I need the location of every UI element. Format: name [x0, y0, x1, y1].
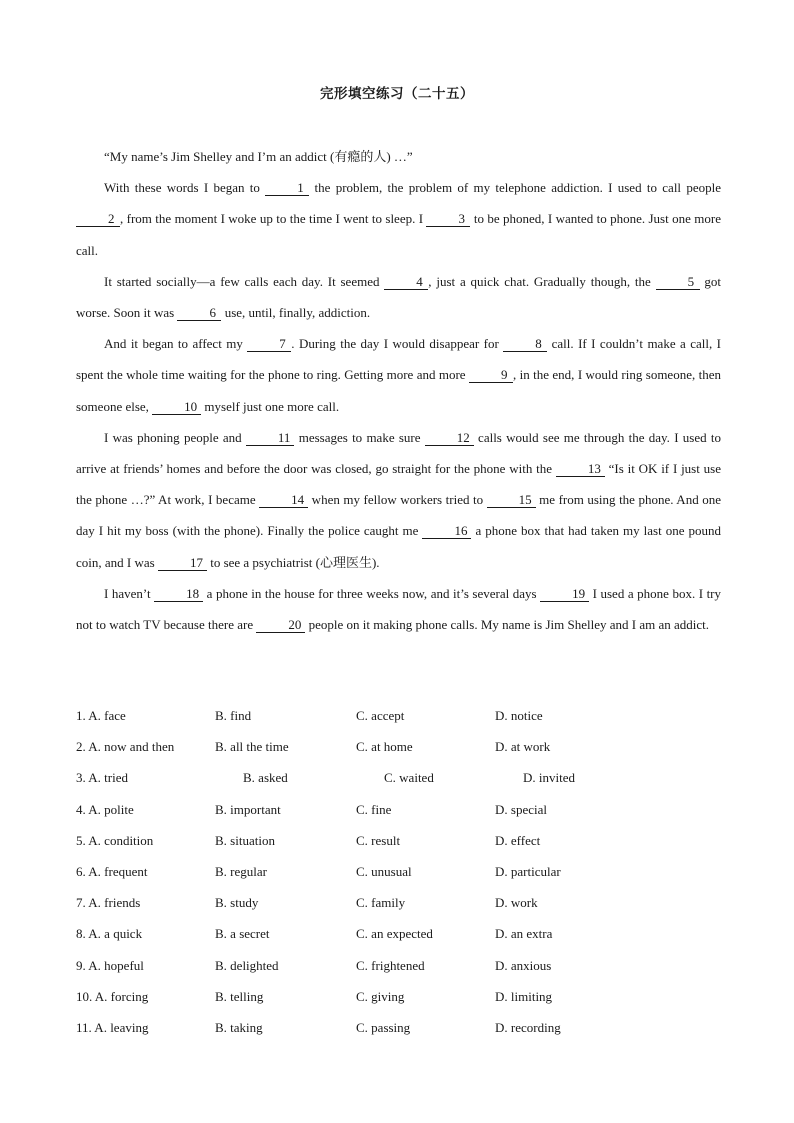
passage-text: a phone box that had taken my last one pound coin, and I was — [76, 523, 721, 570]
blank-19: 19 — [540, 587, 589, 602]
passage-text: With these words I began to — [104, 180, 266, 196]
question-5-options — [76, 829, 721, 860]
option-b: B. important — [215, 801, 281, 817]
cloze-passage — [76, 141, 721, 640]
option-a: 10. A. forcing — [76, 988, 149, 1004]
option-b: B. delighted — [215, 957, 279, 973]
passage-text: . During the day I would disappear for — [291, 336, 504, 352]
option-b: B. telling — [215, 988, 264, 1004]
passage-text: to be phoned, I wanted to phone. Just one more call. — [76, 211, 721, 258]
passage-text: a phone in the house for three weeks now, and it’s several days — [203, 585, 541, 601]
option-c: C. frightened — [356, 957, 425, 973]
blank-1: 1 — [265, 181, 309, 196]
option-a: 6. A. frequent — [76, 863, 148, 879]
option-d: D. an extra — [495, 926, 553, 942]
option-d: D. effect — [495, 832, 541, 848]
paragraph-1 — [76, 141, 721, 172]
paragraph-4 — [76, 328, 721, 422]
option-b: B. a secret — [215, 926, 270, 942]
passage-text: And it began to affect my — [104, 336, 248, 352]
option-a: 9. A. hopeful — [76, 957, 144, 973]
blank-9: 9 — [469, 368, 513, 383]
question-3-options — [76, 766, 721, 797]
passage-text: myself just one more call. — [201, 398, 340, 414]
paragraph-6 — [76, 578, 721, 640]
option-c: C. accept — [356, 708, 405, 723]
passage-text: calls would see me through the day. I used to arrive at friends’ homes and before the door was closed, go straight for the phone with the — [76, 429, 721, 477]
option-c: C. passing — [356, 1019, 411, 1035]
blank-3: 3 — [426, 212, 470, 227]
question-1-options — [76, 704, 721, 735]
option-b: B. asked — [243, 770, 288, 786]
option-c: C. waited — [384, 770, 434, 786]
blank-20: 20 — [256, 618, 305, 633]
option-d: D. notice — [495, 708, 543, 723]
passage-text: people on it making phone calls. My name is Jim Shelley and I am an addict. — [305, 617, 710, 633]
option-d: D. special — [495, 801, 547, 817]
passage-text: when my fellow workers tried to — [308, 492, 487, 508]
option-a: 4. A. polite — [76, 801, 134, 817]
question-6-options — [76, 860, 721, 891]
paragraph-5 — [76, 422, 721, 578]
option-b: B. taking — [215, 1019, 263, 1035]
passage-text: call. If I couldn’t make a call, I spent the whole time waiting for the phone to ring. Getting more and more — [76, 336, 721, 383]
option-d: D. recording — [495, 1019, 561, 1035]
option-d: D. work — [495, 895, 538, 911]
option-a: 2. A. now and then — [76, 739, 175, 755]
question-4-options — [76, 798, 721, 829]
option-b: B. find — [215, 708, 252, 723]
blank-15: 15 — [487, 493, 536, 508]
option-b: B. regular — [215, 863, 267, 879]
blank-16: 16 — [422, 524, 471, 539]
option-c: C. fine — [356, 801, 392, 817]
passage-text: I used a phone box. I try not to watch TV because there are — [76, 585, 722, 633]
option-a: 3. A. tried — [76, 770, 128, 786]
passage-text: I haven’t — [104, 585, 155, 601]
blank-8: 8 — [503, 337, 547, 352]
question-11-options — [76, 1016, 721, 1047]
option-a: 1. A. face — [76, 708, 126, 723]
option-c: C. unusual — [356, 863, 412, 879]
option-d: D. particular — [495, 863, 561, 879]
passage-text: messages to make sure — [294, 429, 425, 445]
paragraph-2 — [76, 172, 721, 266]
passage-text: got worse. Soon it was — [76, 273, 721, 321]
option-d: D. limiting — [495, 988, 553, 1004]
option-d: D. invited — [523, 770, 575, 786]
option-b: B. study — [215, 895, 259, 911]
option-a: 5. A. condition — [76, 832, 154, 848]
blank-11: 11 — [246, 431, 295, 446]
option-a: 7. A. friends — [76, 895, 141, 911]
blank-10: 10 — [152, 400, 201, 415]
passage-text: the problem, the problem of my telephone addiction. I used to call people — [309, 180, 721, 196]
passage-text: use, until, finally, addiction. — [221, 305, 371, 321]
passage-text: , in the end, I would ring someone, then someone else, — [76, 367, 721, 414]
question-10-options — [76, 985, 721, 1016]
blank-18: 18 — [154, 587, 203, 602]
blank-12: 12 — [425, 431, 474, 446]
option-d: D. anxious — [495, 957, 552, 973]
question-7-options — [76, 891, 721, 922]
passage-text: , just a quick chat. Gradually though, the — [428, 273, 656, 289]
blank-2: 2 — [76, 212, 120, 227]
passage-text: “My name’s Jim Shelley and I’m an addict (有瘾的人) …” — [104, 149, 413, 164]
option-a: 11. A. leaving — [76, 1019, 149, 1035]
blank-7: 7 — [247, 337, 291, 352]
option-a: 8. A. a quick — [76, 926, 143, 942]
option-b: B. situation — [215, 832, 275, 848]
question-2-options — [76, 735, 721, 766]
passage-text: to see a psychiatrist (心理医生). — [206, 554, 380, 570]
paragraph-3 — [76, 266, 721, 328]
blank-6: 6 — [177, 306, 221, 321]
blank-17: 17 — [158, 556, 207, 571]
blank-5: 5 — [656, 275, 700, 290]
page-title: 完形填空练习（二十五） — [320, 86, 474, 102]
blank-14: 14 — [259, 493, 308, 508]
passage-text: me from using the phone. And one day I hit my boss (with the phone). Finally the police caught me — [76, 492, 721, 539]
answer-options — [76, 704, 721, 1047]
passage-text: “Is it OK if I just use the phone …?” At work, I became — [76, 461, 721, 508]
option-c: C. result — [356, 832, 401, 848]
blank-4: 4 — [384, 275, 428, 290]
option-d: D. at work — [495, 739, 551, 755]
question-8-options — [76, 922, 721, 953]
passage-text: It started socially—a few calls each day. It seemed — [104, 273, 385, 289]
question-9-options — [76, 954, 721, 985]
option-c: C. giving — [356, 988, 405, 1004]
option-c: C. an expected — [356, 926, 433, 942]
option-c: C. at home — [356, 739, 413, 755]
blank-13: 13 — [556, 462, 605, 477]
option-c: C. family — [356, 895, 406, 911]
option-b: B. all the time — [215, 739, 289, 755]
passage-text: , from the moment I woke up to the time I went to sleep. I — [120, 211, 427, 227]
passage-text: I was phoning people and — [104, 429, 246, 445]
